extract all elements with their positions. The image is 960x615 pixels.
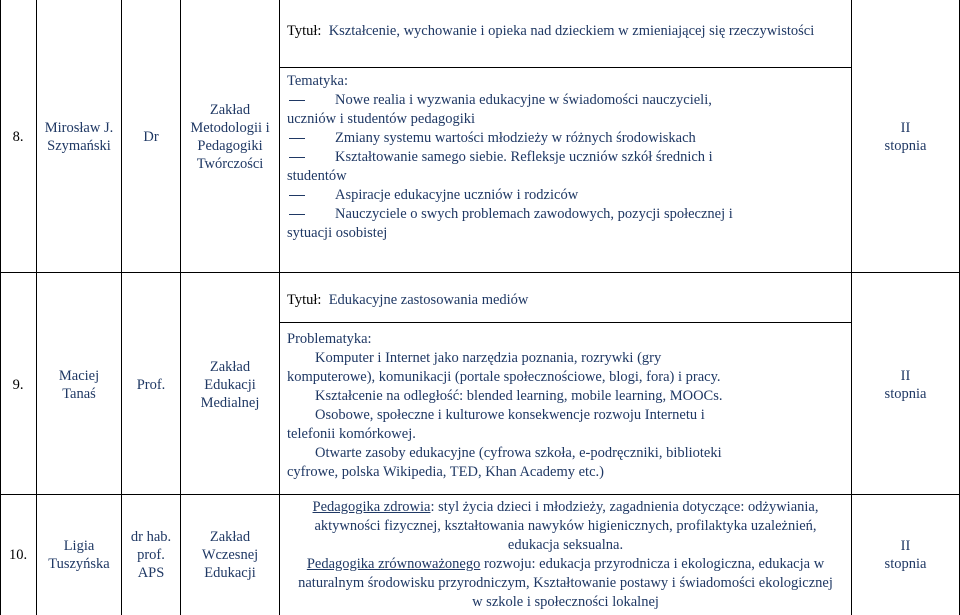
topic-item: Osobowe, społeczne i kulturowe konsekwencje rozwoju Internetu i: [315, 407, 705, 423]
study-level: II stopnia: [884, 120, 927, 154]
topic-continuation: telefonii komórkowej.: [287, 426, 416, 442]
supervisor-name: Ligia Tuszyńska: [48, 537, 110, 572]
topic-continuation: studentów: [287, 168, 347, 184]
topic-continuation: w szkole i społeczności lokalnej: [472, 594, 659, 610]
topic-continuation: edukacja seksualna.: [507, 537, 624, 553]
topics-block: [287, 72, 847, 243]
topic-item: Nowe realia i wyzwania edukacyjne w świadomości nauczycieli,: [287, 91, 847, 110]
supervisor-name: Mirosław J. Szymański: [44, 120, 114, 154]
row-divider: [0, 272, 960, 273]
supervisor-degree: Prof.: [136, 376, 166, 393]
title-text: Kształcenie, wychowanie i opieka nad dzieckiem w zmieniającej się rzeczywistości: [328, 23, 815, 39]
topic-item: Pedagogika zrównoważonego rozwoju: edukacja przyrodnicza i ekologiczna, edukacja w: [306, 556, 825, 572]
supervisor-degree: dr hab. prof. APS: [130, 528, 172, 581]
supervisor-name: Maciej Tanaś: [58, 367, 100, 402]
study-level: II stopnia: [884, 367, 927, 402]
topic-item: Pedagogika zdrowia: styl życia dzieci i młodzieży, zagadnienia dotyczące: odżywiania,: [312, 499, 819, 515]
topics-label: Problematyka:: [287, 331, 372, 347]
topic-continuation: uczniów i studentów pedagogiki: [287, 111, 476, 127]
row-number: 10.: [8, 546, 28, 563]
topic-item: Zmiany systemu wartości młodzieży w różnych środowiskach: [287, 129, 847, 148]
topics-block: [287, 330, 847, 482]
study-level: II stopnia: [884, 537, 927, 572]
department: Zakład Edukacji Medialnej: [200, 358, 260, 411]
title-divider: [279, 322, 851, 323]
title-label: Tytuł:: [287, 23, 322, 39]
topic-continuation: naturalnym środowisku przyrodniczym, Kształtowanie postawy i świadomości ekologicznej: [298, 575, 833, 591]
topic-continuation: komputerowe), komunikacji (portale społecznościowe, blogi, fora) i pracy.: [287, 369, 721, 385]
topic-item: Nauczyciele o swych problemach zawodowych, pozycji społecznej i: [287, 205, 847, 224]
topic-continuation: aktywności fizycznej, kształtowania nawyków higienicznych, profilaktyka uzależnień,: [314, 518, 817, 534]
seminar-title: [287, 291, 842, 310]
supervisor-degree: Dr: [143, 129, 159, 145]
topic-item: Kształcenie na odległość: blended learning, mobile learning, MOOCs.: [315, 388, 723, 404]
row-number: 8.: [12, 129, 24, 145]
topic-item: Kształtowanie samego siebie. Refleksje uczniów szkół średnich i: [287, 148, 847, 167]
topics-label: Tematyka:: [287, 73, 348, 89]
topic-continuation: cyfrowe, polska Wikipedia, TED, Khan Academy etc.): [287, 464, 604, 480]
topic-continuation: sytuacji osobistej: [287, 225, 388, 241]
title-divider: [279, 67, 851, 68]
title-label: Tytuł:: [287, 292, 322, 308]
topic-item: Otwarte zasoby edukacyjne (cyfrowa szkoła, e-podręczniki, biblioteki: [315, 445, 722, 461]
topics-block: [280, 498, 851, 612]
topic-item: Aspiracje edukacyjne uczniów i rodziców: [287, 186, 847, 205]
department: Zakład Metodologii i Pedagogiki Twórczości: [190, 102, 270, 172]
title-text: Edukacyjne zastosowania mediów: [328, 292, 529, 308]
department: Zakład Wczesnej Edukacji: [201, 528, 259, 581]
seminar-title: [287, 22, 842, 41]
row-number: 9.: [12, 376, 24, 393]
topic-item: Komputer i Internet jako narzędzia poznania, rozrywki (gry: [315, 350, 662, 366]
